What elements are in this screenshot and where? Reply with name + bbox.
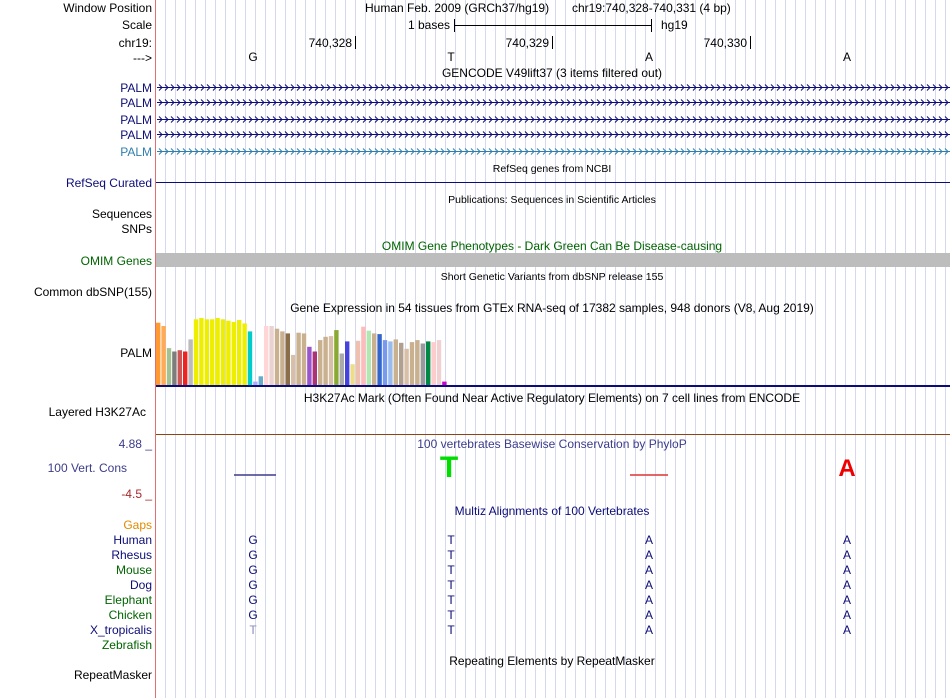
conservation-letter: T [439,451,459,484]
alignment-base: A [842,578,852,592]
species-label[interactable]: Zebrafish [101,638,152,652]
gtex-bar[interactable] [323,337,327,385]
gtex-bar[interactable] [248,331,252,385]
dbsnp-label[interactable]: Common dbSNP(155) [33,285,152,299]
alignment-base: A [842,593,852,607]
dbsnp-track-title: Short Genetic Variants from dbSNP release 155 [440,271,664,283]
alignment-base: A [644,608,654,622]
chr-label: chr19: [118,36,152,50]
alignment-base: A [644,563,654,577]
alignment-base: A [644,593,654,607]
alignment-base: A [842,623,852,637]
gtex-bar[interactable] [345,341,349,385]
gtex-bar[interactable] [275,329,279,385]
alignment-base: A [644,578,654,592]
gtex-track-title: Gene Expression in 54 tissues from GTEx RNA-seq of 17382 samples, 948 donors (V8, Aug 2019) [290,301,814,315]
gtex-bar[interactable] [264,326,268,385]
gtex-bar[interactable] [242,323,246,385]
conservation-track-title: 100 vertebrates Basewise Conservation by PhyloP [417,437,687,451]
species-label[interactable]: Human [113,533,152,547]
alignment-base: T [447,578,455,592]
gtex-bar[interactable] [286,333,290,385]
conservation-letter: A [838,455,856,482]
gtex-bar[interactable] [205,319,209,385]
scale-assembly: hg19 [661,18,688,32]
sequences-label[interactable]: Sequences [91,207,152,221]
alignment-base: A [842,533,852,547]
gtex-bar[interactable] [194,319,198,385]
coord-label: 740,330 [703,36,747,50]
gencode-track-title: GENCODE V49lift37 (3 items filtered out) [441,66,663,80]
alignment-base: A [842,608,852,622]
gtex-bar[interactable] [318,340,322,385]
gtex-bar[interactable] [156,323,160,385]
repeatmasker-track-title: Repeating Elements by RepeatMasker [449,654,655,668]
omim-track-title: OMIM Gene Phenotypes - Dark Green Can Be Disease-causing [381,239,723,253]
gtex-bar[interactable] [377,334,381,385]
coord-label: 740,328 [308,36,352,50]
gtex-bar[interactable] [210,319,214,385]
gtex-bar[interactable] [404,349,408,385]
alignment-base: G [248,608,258,622]
gtex-bar[interactable] [221,319,225,385]
gtex-bar[interactable] [399,343,403,385]
alignment-base: T [447,593,455,607]
conservation-min-label: -4.5 _ [121,487,152,501]
gtex-bar[interactable] [232,322,236,385]
base-letter: A [644,50,654,64]
gtex-bar[interactable] [296,333,300,385]
alignment-base: G [248,578,258,592]
gtex-bar[interactable] [431,342,435,385]
gencode-label[interactable]: PALM [120,81,152,95]
gaps-label[interactable]: Gaps [123,518,152,532]
species-label[interactable]: Dog [129,578,152,592]
alignment-base: A [842,548,852,562]
gtex-label[interactable]: PALM [120,346,152,360]
gtex-bar[interactable] [188,339,192,385]
conservation-logo[interactable] [234,451,856,484]
gtex-bar[interactable] [302,333,306,385]
coordinate-ruler [309,36,751,50]
gtex-bar[interactable] [361,327,365,385]
base-letter: T [447,50,455,64]
assembly-title: Human Feb. 2009 (GRCh37/hg19) [365,1,550,15]
gtex-bar[interactable] [421,344,425,386]
alignment-base: G [248,563,258,577]
alignment-base: G [248,533,258,547]
coord-label: 740,329 [505,36,549,50]
gtex-bar[interactable] [437,340,441,385]
gtex-bar[interactable] [340,354,344,386]
gtex-bar[interactable] [172,352,176,386]
species-label[interactable]: Rhesus [111,548,152,562]
gtex-bar[interactable] [199,318,203,385]
scale-text: 1 bases [407,18,450,32]
gtex-bar[interactable] [313,352,317,386]
gencode-label[interactable]: PALM [120,128,152,142]
omim-label[interactable]: OMIM Genes [80,254,152,268]
alignment-base: G [248,548,258,562]
conservation-label[interactable]: 100 Vert. Cons [47,461,127,475]
gtex-bar[interactable] [356,341,360,385]
gtex-bar[interactable] [291,355,295,385]
species-label[interactable]: Elephant [104,593,152,607]
alignment-base: A [644,548,654,562]
gtex-bar[interactable] [372,333,376,385]
gencode-label[interactable]: PALM [120,145,152,159]
alignment-base: A [644,533,654,547]
gtex-bar[interactable] [226,321,230,385]
conservation-max-label: 4.88 _ [118,437,152,451]
gtex-bar[interactable] [388,341,392,385]
gtex-bar[interactable] [307,347,311,385]
window-position-label: Window Position [63,1,152,15]
base-letter: A [842,50,852,64]
gtex-bar[interactable] [237,320,241,385]
gtex-bar[interactable] [442,382,446,385]
alignment-base: T [249,623,257,637]
omim-gene-bar[interactable] [156,253,950,267]
species-label[interactable]: Mouse [115,563,152,577]
multiz-track-title: Multiz Alignments of 100 Vertebrates [454,504,650,518]
scale-label: Scale [121,18,152,32]
gtex-bar[interactable] [394,339,398,385]
alignment-base: A [644,623,654,637]
gtex-bar[interactable] [426,341,430,385]
h3k27ac-track-title: H3K27Ac Mark (Often Found Near Active Regulatory Elements) on 7 cell lines from ENCODE [303,391,801,405]
gtex-bar[interactable] [253,382,257,385]
species-label[interactable]: Chicken [108,608,152,622]
alignment-base: A [842,563,852,577]
gtex-bar[interactable] [178,350,182,385]
publications-track-title: Publications: Sequences in Scientific Articles [448,194,656,206]
alignment-base: T [447,608,455,622]
gtex-bar[interactable] [259,376,263,385]
alignment-base: G [248,593,258,607]
snps-label[interactable]: SNPs [121,222,152,236]
gtex-bar[interactable] [183,352,187,386]
alignment-base: T [447,548,455,562]
gtex-bar[interactable] [280,331,284,385]
gtex-bar[interactable] [215,318,219,385]
gtex-bar[interactable] [415,340,419,385]
gtex-bar[interactable] [167,348,171,385]
gtex-bar[interactable] [334,330,338,385]
alignment-base: T [447,563,455,577]
gtex-bar[interactable] [269,326,273,385]
gtex-bar[interactable] [350,364,354,385]
gencode-label[interactable]: PALM [120,96,152,110]
window-position-value[interactable]: chr19:740,328-740,331 (4 bp) [572,1,731,15]
species-label[interactable]: X_tropicalis [89,623,152,637]
gtex-bar[interactable] [367,331,371,385]
h3k27ac-label[interactable]: Layered H3K27Ac [48,405,146,419]
strand-label: ---> [133,51,152,65]
repeatmasker-label[interactable]: RepeatMasker [73,668,152,682]
gtex-bar[interactable] [410,342,414,385]
gtex-bar[interactable] [383,340,387,385]
alignment-base: T [447,623,455,637]
base-letter: G [248,50,258,64]
refseq-track-title: RefSeq genes from NCBI [492,163,612,175]
gtex-bar[interactable] [329,336,333,385]
alignment-base: T [447,533,455,547]
refseq-label[interactable]: RefSeq Curated [65,176,152,190]
scale-bar [455,19,652,32]
gtex-expression-bars[interactable] [156,318,447,385]
gencode-label[interactable]: PALM [120,113,152,127]
multiz-alignment[interactable] [90,533,851,652]
base-sequence [248,50,851,64]
gtex-bar[interactable] [161,326,165,385]
